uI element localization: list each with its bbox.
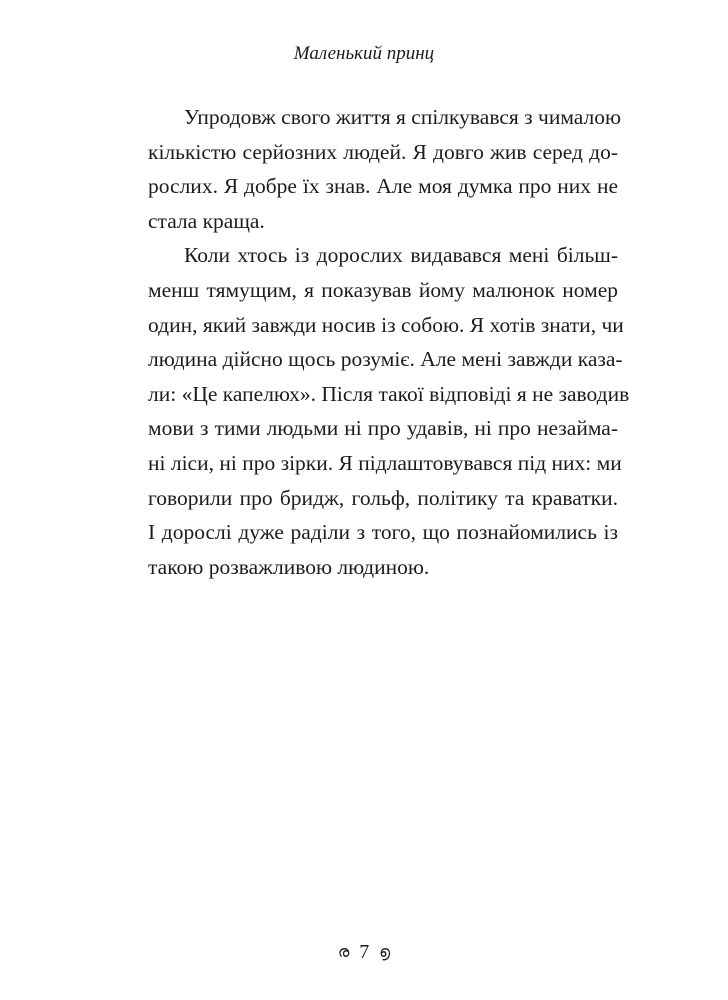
text-line: один, який завжди носив із собою. Я хотів знати, чи bbox=[148, 312, 624, 337]
text-line: ні ліси, ні про зірки. Я підлаштовувався під них: ми bbox=[148, 450, 622, 475]
right-ornament-icon: ൭ bbox=[379, 944, 391, 961]
text-line: Упродовж свого життя я спілкувався з чималою bbox=[184, 105, 622, 129]
text-line: стала краща. bbox=[148, 208, 265, 233]
text-line: говорили про бридж, гольф, політику та краватки. bbox=[148, 485, 618, 510]
text-line: ли: «Це капелюх». Після такої відповіді я не заводив bbox=[148, 381, 630, 406]
text-line: мови з тими людьми ні про удавів, ні про незайма- bbox=[148, 416, 618, 441]
page-folio bbox=[0, 939, 728, 966]
text-line: рослих. Я добре їх знав. Але моя думка про них не bbox=[148, 174, 618, 199]
paragraph-1 bbox=[112, 100, 622, 238]
text-line: людина дійсно щось розуміє. Але мені завжди каза- bbox=[148, 347, 623, 372]
text-line: кількістю серйозних людей. Я довго жив серед до- bbox=[148, 139, 618, 164]
text-line: менш тямущим, я показував йому малюнок номер bbox=[148, 277, 618, 302]
text-line: такою розважливою людиною. bbox=[148, 554, 430, 579]
text-line: Коли хтось із дорослих видавався мені більш- bbox=[184, 243, 618, 268]
left-ornament-icon: ര bbox=[337, 944, 350, 961]
page-number: 7 bbox=[359, 941, 370, 963]
body-text bbox=[112, 100, 630, 584]
running-title: Маленький принц bbox=[293, 43, 435, 64]
paragraph-2 bbox=[112, 238, 630, 584]
text-line: І дорослі дуже раділи з того, що познайомились із bbox=[148, 520, 618, 545]
